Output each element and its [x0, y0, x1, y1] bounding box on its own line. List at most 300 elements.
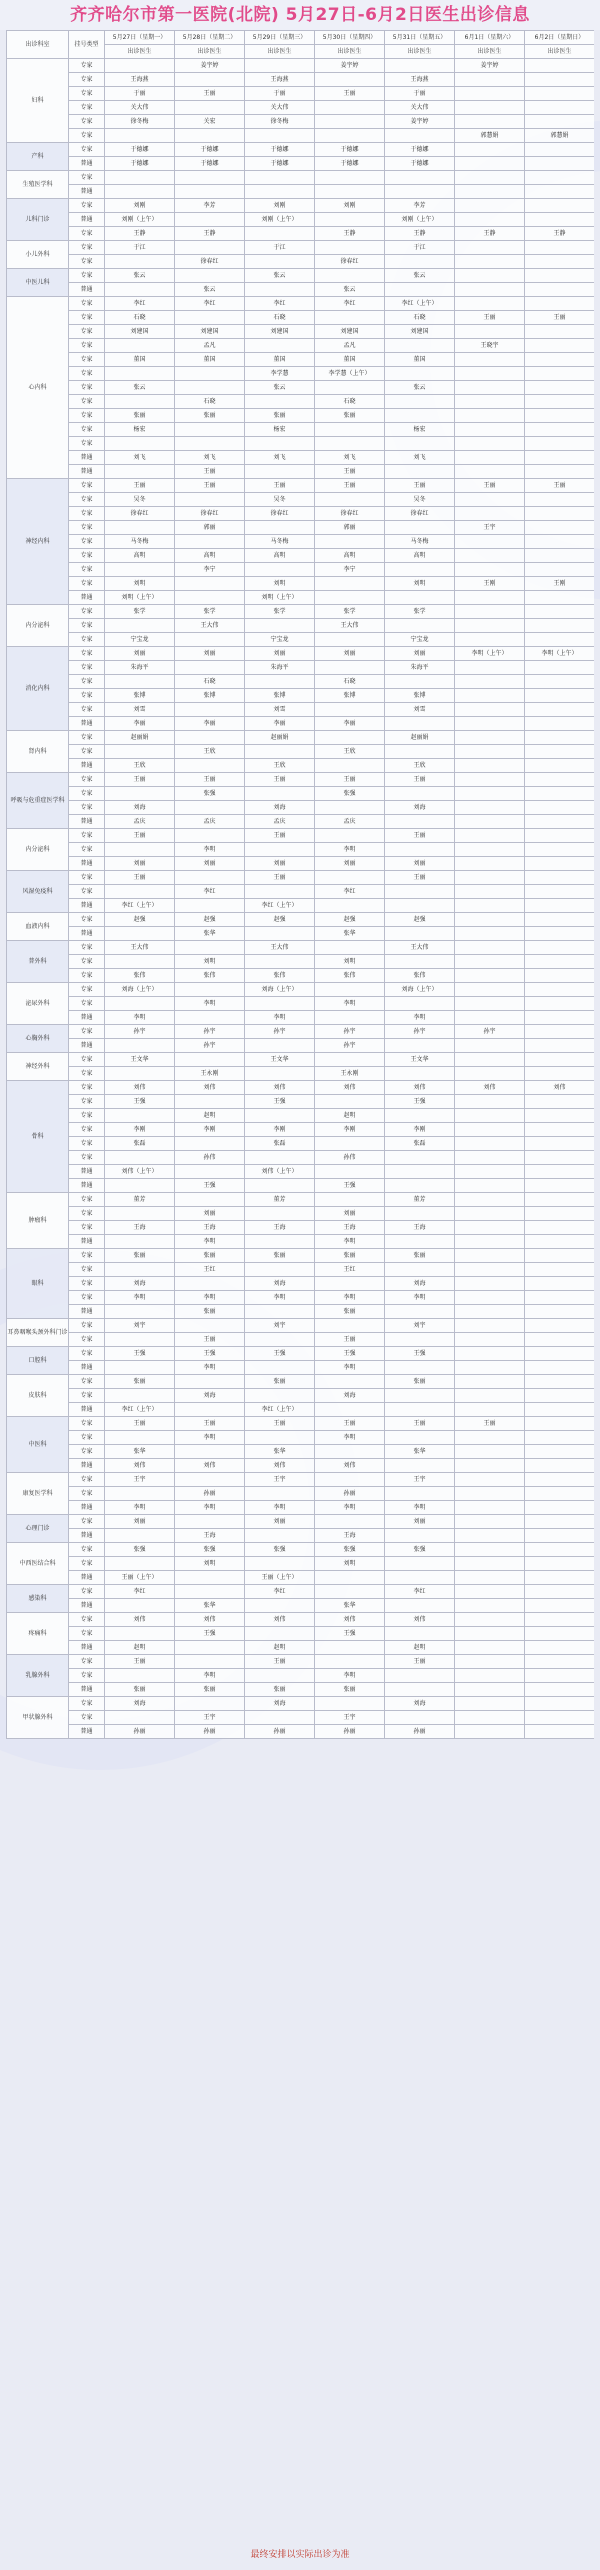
type-cell: 专家: [69, 1613, 105, 1627]
doctor-cell: [525, 157, 595, 171]
header-day-sub: 出诊医生: [245, 45, 315, 59]
doctor-cell: 姜宇婷: [315, 59, 385, 73]
table-row: [7, 1389, 595, 1403]
doctor-cell: 王红: [315, 1263, 385, 1277]
doctor-cell: [525, 1235, 595, 1249]
doctor-cell: [245, 129, 315, 143]
doctor-cell: 张华: [175, 927, 245, 941]
doctor-cell: 王丽: [385, 1417, 455, 1431]
table-row: [7, 143, 595, 157]
type-cell: 专家: [69, 969, 105, 983]
doctor-cell: 张华: [105, 1445, 175, 1459]
type-cell: 专家: [69, 1445, 105, 1459]
doctor-cell: [525, 1263, 595, 1277]
dept-cell: 肾内科: [7, 731, 69, 773]
doctor-cell: [525, 787, 595, 801]
doctor-cell: [315, 213, 385, 227]
type-cell: 专家: [69, 101, 105, 115]
doctor-cell: [455, 1053, 525, 1067]
doctor-cell: [525, 1487, 595, 1501]
doctor-cell: 徐春红: [385, 507, 455, 521]
doctor-cell: 徐春红: [175, 507, 245, 521]
doctor-cell: [385, 899, 455, 913]
table-row: [7, 465, 595, 479]
header-day-date: 5月29日（星期三）: [245, 31, 315, 45]
doctor-cell: 刘丽: [245, 647, 315, 661]
doctor-cell: 宁宝龙: [105, 633, 175, 647]
doctor-cell: [105, 563, 175, 577]
doctor-cell: 王丽: [315, 1333, 385, 1347]
doctor-cell: [315, 1319, 385, 1333]
doctor-cell: [525, 1221, 595, 1235]
table-row: [7, 591, 595, 605]
doctor-cell: [525, 829, 595, 843]
doctor-cell: [455, 885, 525, 899]
type-cell: 专家: [69, 129, 105, 143]
doctor-cell: 张丽: [245, 1249, 315, 1263]
doctor-cell: 关大伟: [105, 101, 175, 115]
doctor-cell: [385, 815, 455, 829]
doctor-cell: [385, 1431, 455, 1445]
doctor-cell: [105, 1263, 175, 1277]
type-cell: 专家: [69, 1025, 105, 1039]
doctor-cell: [455, 1711, 525, 1725]
table-row: [7, 1375, 595, 1389]
doctor-cell: 徐冬梅: [105, 115, 175, 129]
doctor-cell: 刘海: [245, 1697, 315, 1711]
doctor-cell: [385, 1487, 455, 1501]
type-cell: 专家: [69, 241, 105, 255]
doctor-cell: [385, 339, 455, 353]
type-cell: 专家: [69, 59, 105, 73]
doctor-cell: [175, 1375, 245, 1389]
doctor-cell: 张丽: [175, 1305, 245, 1319]
doctor-cell: 董国: [385, 353, 455, 367]
doctor-cell: 李明: [385, 1011, 455, 1025]
doctor-cell: 李丽: [245, 717, 315, 731]
doctor-cell: [525, 1025, 595, 1039]
type-cell: 普通: [69, 815, 105, 829]
table-row: [7, 843, 595, 857]
table-row: [7, 283, 595, 297]
doctor-cell: [455, 759, 525, 773]
dept-cell: 小儿外科: [7, 241, 69, 269]
doctor-cell: [385, 465, 455, 479]
doctor-cell: 王丽: [315, 773, 385, 787]
doctor-cell: [455, 87, 525, 101]
table-body: [7, 59, 595, 1739]
doctor-cell: [315, 1697, 385, 1711]
doctor-cell: 杨宏: [105, 423, 175, 437]
doctor-cell: 孟庆: [175, 815, 245, 829]
doctor-cell: [455, 605, 525, 619]
type-cell: 普通: [69, 1011, 105, 1025]
doctor-cell: [525, 871, 595, 885]
doctor-cell: [455, 1347, 525, 1361]
doctor-cell: 于德娜: [105, 143, 175, 157]
doctor-cell: 刘丽: [175, 857, 245, 871]
doctor-cell: 王海燕: [385, 73, 455, 87]
doctor-cell: [525, 563, 595, 577]
type-cell: 专家: [69, 955, 105, 969]
doctor-cell: [525, 143, 595, 157]
doctor-cell: [525, 185, 595, 199]
doctor-cell: [525, 1333, 595, 1347]
doctor-cell: 郭慧娟: [455, 129, 525, 143]
doctor-cell: 李明: [315, 997, 385, 1011]
doctor-cell: 于德娜: [245, 157, 315, 171]
type-cell: 普通: [69, 1361, 105, 1375]
doctor-cell: [455, 1585, 525, 1599]
doctor-cell: 孙丽: [315, 1487, 385, 1501]
doctor-cell: [245, 1263, 315, 1277]
doctor-cell: [455, 675, 525, 689]
doctor-cell: 刘飞: [245, 451, 315, 465]
header-day-sub: 出诊医生: [385, 45, 455, 59]
doctor-cell: [455, 717, 525, 731]
doctor-cell: [175, 1515, 245, 1529]
type-cell: 普通: [69, 213, 105, 227]
table-row: [7, 1277, 595, 1291]
doctor-cell: [525, 255, 595, 269]
doctor-cell: 李学慧（上午）: [315, 367, 385, 381]
doctor-cell: 李明: [175, 997, 245, 1011]
doctor-cell: [455, 213, 525, 227]
doctor-cell: [525, 885, 595, 899]
type-cell: 专家: [69, 941, 105, 955]
doctor-cell: [175, 731, 245, 745]
table-row: [7, 227, 595, 241]
doctor-cell: [315, 577, 385, 591]
table-row: [7, 493, 595, 507]
doctor-cell: [525, 1361, 595, 1375]
doctor-cell: [455, 1039, 525, 1053]
doctor-cell: 李刚: [315, 1123, 385, 1137]
doctor-cell: 孙宇: [105, 1025, 175, 1039]
table-row: [7, 1417, 595, 1431]
table-row: [7, 115, 595, 129]
doctor-cell: 徐冬梅: [245, 115, 315, 129]
doctor-cell: 于德娜: [385, 157, 455, 171]
doctor-cell: [385, 1067, 455, 1081]
doctor-cell: [525, 1347, 595, 1361]
doctor-cell: [245, 1333, 315, 1347]
table-row: [7, 241, 595, 255]
doctor-cell: 李明: [385, 1291, 455, 1305]
doctor-cell: [385, 367, 455, 381]
doctor-cell: 孟凡: [175, 339, 245, 353]
doctor-cell: 刘雪: [385, 703, 455, 717]
doctor-cell: 孙丽: [175, 1725, 245, 1739]
doctor-cell: [105, 927, 175, 941]
table-row: [7, 647, 595, 661]
doctor-cell: 王丽: [385, 1655, 455, 1669]
table-row: [7, 1459, 595, 1473]
doctor-cell: [175, 1571, 245, 1585]
doctor-cell: [105, 1235, 175, 1249]
table-row: [7, 521, 595, 535]
type-cell: 普通: [69, 185, 105, 199]
type-cell: 普通: [69, 1571, 105, 1585]
doctor-cell: [455, 1389, 525, 1403]
doctor-cell: [455, 1459, 525, 1473]
doctor-cell: 李明: [175, 1235, 245, 1249]
doctor-cell: [455, 1487, 525, 1501]
doctor-cell: [315, 1473, 385, 1487]
doctor-cell: [455, 395, 525, 409]
doctor-cell: 王文华: [105, 1053, 175, 1067]
doctor-cell: [455, 801, 525, 815]
doctor-cell: [245, 437, 315, 451]
doctor-cell: 张云: [175, 283, 245, 297]
header-day-date: 5月27日（星期一）: [105, 31, 175, 45]
type-cell: 专家: [69, 409, 105, 423]
doctor-cell: 李明: [315, 1669, 385, 1683]
table-row: [7, 1249, 595, 1263]
doctor-cell: [385, 675, 455, 689]
doctor-cell: [455, 773, 525, 787]
doctor-cell: 张磊: [245, 1137, 315, 1151]
doctor-cell: 石晓: [245, 311, 315, 325]
doctor-cell: 刘雪: [105, 703, 175, 717]
type-cell: 专家: [69, 1473, 105, 1487]
doctor-cell: [315, 1403, 385, 1417]
dept-cell: 中医科: [7, 1417, 69, 1473]
doctor-cell: [455, 1627, 525, 1641]
doctor-cell: [105, 1151, 175, 1165]
table-row: [7, 479, 595, 493]
dept-cell: 感染科: [7, 1585, 69, 1613]
doctor-cell: 张丽: [175, 409, 245, 423]
doctor-cell: [455, 871, 525, 885]
doctor-cell: [525, 1277, 595, 1291]
doctor-cell: [315, 871, 385, 885]
type-cell: 普通: [69, 1599, 105, 1613]
doctor-cell: 马冬梅: [245, 535, 315, 549]
dept-cell: 康复医学科: [7, 1473, 69, 1515]
doctor-cell: [525, 745, 595, 759]
type-cell: 普通: [69, 591, 105, 605]
doctor-cell: 王丽: [525, 311, 595, 325]
type-cell: 专家: [69, 297, 105, 311]
type-cell: 专家: [69, 1557, 105, 1571]
doctor-cell: 张丽: [315, 1249, 385, 1263]
doctor-cell: 王海: [175, 1221, 245, 1235]
type-cell: 专家: [69, 647, 105, 661]
doctor-cell: [105, 171, 175, 185]
doctor-cell: 王静: [105, 227, 175, 241]
type-cell: 专家: [69, 1515, 105, 1529]
doctor-cell: [245, 171, 315, 185]
doctor-cell: [315, 1053, 385, 1067]
doctor-cell: 王文华: [245, 1053, 315, 1067]
doctor-cell: [385, 185, 455, 199]
doctor-cell: 董国: [105, 353, 175, 367]
type-cell: 普通: [69, 1403, 105, 1417]
doctor-cell: [455, 1109, 525, 1123]
doctor-cell: [175, 661, 245, 675]
doctor-cell: 王海: [315, 1221, 385, 1235]
doctor-cell: [525, 1669, 595, 1683]
doctor-cell: 李明（上午）: [525, 647, 595, 661]
type-cell: 专家: [69, 745, 105, 759]
type-cell: 专家: [69, 913, 105, 927]
doctor-cell: 李明（上午）: [455, 647, 525, 661]
table-row: [7, 829, 595, 843]
doctor-cell: [455, 1529, 525, 1543]
type-cell: 专家: [69, 801, 105, 815]
doctor-cell: [245, 465, 315, 479]
dept-cell: 普外科: [7, 941, 69, 983]
doctor-cell: 姜宇婷: [455, 59, 525, 73]
dept-cell: 肿瘤科: [7, 1193, 69, 1249]
header-day-sub: 出诊医生: [455, 45, 525, 59]
table-row: [7, 871, 595, 885]
doctor-cell: [455, 1319, 525, 1333]
doctor-cell: [315, 1445, 385, 1459]
doctor-cell: 孙丽: [385, 1725, 455, 1739]
doctor-cell: [525, 465, 595, 479]
doctor-cell: [455, 927, 525, 941]
doctor-cell: 王强: [315, 1179, 385, 1193]
table-row: [7, 59, 595, 73]
doctor-cell: 李明: [105, 1291, 175, 1305]
table-row: [7, 101, 595, 115]
doctor-cell: 王欣: [105, 759, 175, 773]
doctor-cell: [245, 1235, 315, 1249]
dept-cell: 耳鼻咽喉头颈外科门诊: [7, 1319, 69, 1347]
doctor-cell: [385, 255, 455, 269]
type-cell: 专家: [69, 1543, 105, 1557]
doctor-cell: [175, 1053, 245, 1067]
doctor-cell: 刘伟（上午）: [245, 1165, 315, 1179]
dept-cell: 神经内科: [7, 479, 69, 605]
doctor-cell: 李丽: [105, 717, 175, 731]
type-cell: 专家: [69, 339, 105, 353]
doctor-cell: [455, 1445, 525, 1459]
doctor-cell: [525, 1627, 595, 1641]
table-row: [7, 1571, 595, 1585]
type-cell: 专家: [69, 227, 105, 241]
doctor-cell: 刘丽: [175, 1207, 245, 1221]
doctor-cell: 刘丽: [385, 857, 455, 871]
doctor-cell: [385, 1179, 455, 1193]
schedule-container: [6, 30, 594, 2530]
doctor-cell: [385, 927, 455, 941]
doctor-cell: [315, 1585, 385, 1599]
doctor-cell: [245, 1557, 315, 1571]
type-cell: 专家: [69, 563, 105, 577]
doctor-cell: [455, 1221, 525, 1235]
doctor-cell: [385, 787, 455, 801]
doctor-cell: [455, 423, 525, 437]
doctor-cell: 赵明: [175, 1109, 245, 1123]
doctor-cell: 郭丽: [175, 521, 245, 535]
header-day-date: 5月30日（星期四）: [315, 31, 385, 45]
doctor-cell: [175, 381, 245, 395]
doctor-cell: [315, 535, 385, 549]
doctor-cell: [525, 997, 595, 1011]
doctor-cell: [455, 1235, 525, 1249]
doctor-cell: 关大伟: [245, 101, 315, 115]
doctor-cell: 高明: [175, 549, 245, 563]
doctor-cell: [315, 129, 385, 143]
doctor-cell: 刘伟: [315, 1459, 385, 1473]
doctor-cell: [385, 1207, 455, 1221]
doctor-cell: [315, 661, 385, 675]
doctor-cell: 赵丽娟: [385, 731, 455, 745]
dept-cell: 乳腺外科: [7, 1655, 69, 1697]
doctor-cell: [525, 1655, 595, 1669]
doctor-cell: 李芳: [385, 199, 455, 213]
doctor-cell: [525, 549, 595, 563]
doctor-cell: 刘丽: [385, 647, 455, 661]
type-cell: 专家: [69, 521, 105, 535]
doctor-cell: 张伟: [105, 969, 175, 983]
doctor-cell: 李红（上午）: [245, 1403, 315, 1417]
doctor-cell: [455, 619, 525, 633]
doctor-cell: 王文华: [385, 1053, 455, 1067]
doctor-cell: 张伟: [175, 969, 245, 983]
doctor-cell: [525, 73, 595, 87]
doctor-cell: 赵明: [105, 1641, 175, 1655]
doctor-cell: 张磊: [385, 1137, 455, 1151]
type-cell: 专家: [69, 269, 105, 283]
doctor-cell: [105, 1305, 175, 1319]
table-row: [7, 1655, 595, 1669]
doctor-cell: 王丽: [105, 1655, 175, 1669]
doctor-cell: 王丽: [175, 479, 245, 493]
doctor-cell: 王静: [385, 227, 455, 241]
table-row: [7, 1361, 595, 1375]
doctor-cell: 李明: [105, 1501, 175, 1515]
doctor-cell: [245, 1389, 315, 1403]
doctor-cell: [175, 1585, 245, 1599]
type-cell: 普通: [69, 759, 105, 773]
table-row: [7, 507, 595, 521]
doctor-cell: [525, 1249, 595, 1263]
header-day-date: 5月31日（星期五）: [385, 31, 455, 45]
type-cell: 普通: [69, 1459, 105, 1473]
doctor-cell: [175, 101, 245, 115]
doctor-cell: [455, 857, 525, 871]
doctor-cell: [525, 1039, 595, 1053]
type-cell: 专家: [69, 787, 105, 801]
doctor-cell: [455, 535, 525, 549]
type-cell: 专家: [69, 1669, 105, 1683]
doctor-cell: 王丽: [245, 1655, 315, 1669]
doctor-cell: 李明: [175, 1501, 245, 1515]
table-row: [7, 73, 595, 87]
type-cell: 普通: [69, 1165, 105, 1179]
type-cell: 专家: [69, 689, 105, 703]
doctor-cell: [525, 297, 595, 311]
doctor-cell: 王静: [455, 227, 525, 241]
doctor-cell: [105, 885, 175, 899]
doctor-cell: [105, 955, 175, 969]
doctor-cell: [525, 731, 595, 745]
type-cell: 专家: [69, 983, 105, 997]
dept-cell: 中医儿科: [7, 269, 69, 297]
doctor-cell: 王宇: [175, 1711, 245, 1725]
doctor-cell: [175, 941, 245, 955]
doctor-cell: [245, 395, 315, 409]
doctor-cell: [525, 115, 595, 129]
doctor-cell: 赵丽娟: [245, 731, 315, 745]
doctor-cell: 王宇: [105, 1473, 175, 1487]
doctor-cell: 于丽: [385, 87, 455, 101]
doctor-cell: [105, 465, 175, 479]
